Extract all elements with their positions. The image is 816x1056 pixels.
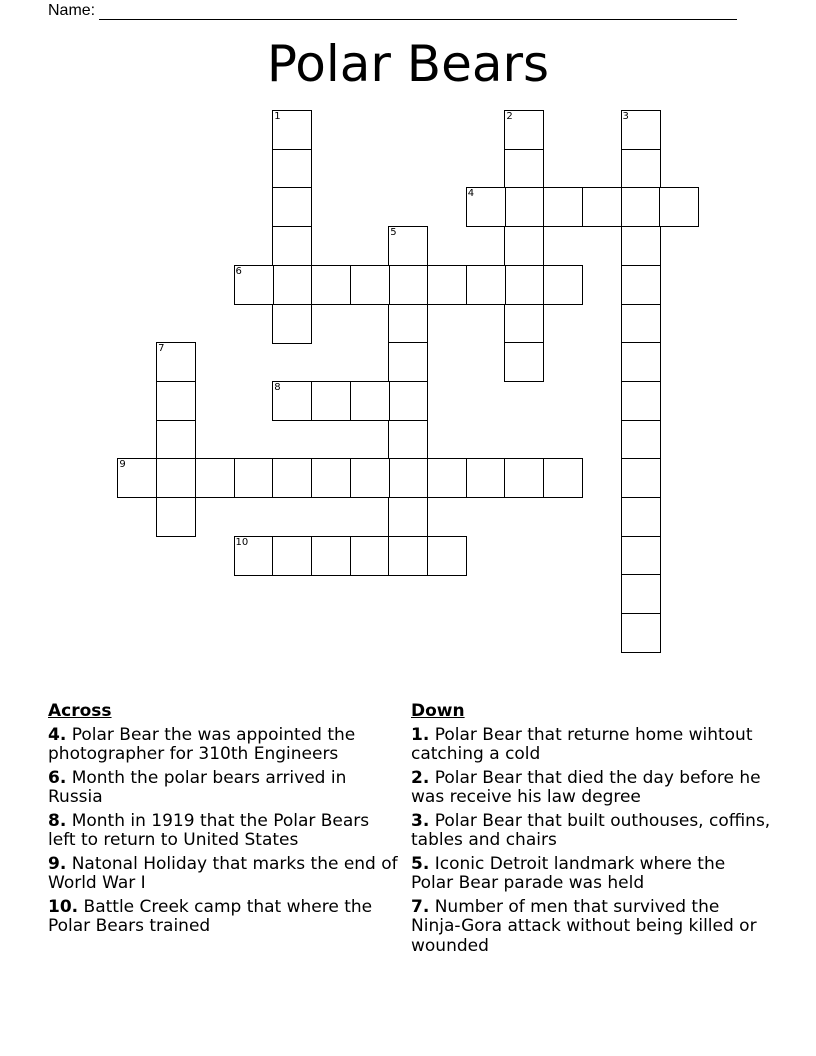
clue-down-7: 7. Number of men that survived the Ninja-Gora attack without being killed or wounded bbox=[411, 896, 757, 956]
grid-cell[interactable] bbox=[272, 149, 312, 189]
grid-cell[interactable] bbox=[234, 458, 274, 498]
grid-cell[interactable] bbox=[350, 536, 390, 576]
grid-cell[interactable] bbox=[621, 497, 661, 537]
grid-cell[interactable] bbox=[388, 420, 428, 460]
grid-cell[interactable] bbox=[388, 265, 428, 305]
grid-cell[interactable] bbox=[350, 265, 390, 305]
grid-cell[interactable] bbox=[504, 265, 544, 305]
grid-cell[interactable] bbox=[234, 265, 274, 305]
grid-cell[interactable] bbox=[466, 187, 506, 227]
grid-cell[interactable] bbox=[311, 536, 351, 576]
grid-cell[interactable] bbox=[388, 458, 428, 498]
grid-cell[interactable] bbox=[504, 110, 544, 150]
grid-cell[interactable] bbox=[117, 458, 157, 498]
grid-cell[interactable] bbox=[388, 497, 428, 537]
grid-cell[interactable] bbox=[504, 458, 544, 498]
cell-number: 1 bbox=[274, 111, 281, 122]
clue-across-8: 8. Month in 1919 that the Polar Bears left to return to United States bbox=[48, 810, 370, 850]
grid-cell[interactable] bbox=[621, 149, 661, 189]
grid-cell[interactable] bbox=[272, 381, 312, 421]
clue-across-6: 6. Month the polar bears arrived in Russia bbox=[48, 767, 347, 807]
cell-number: 5 bbox=[390, 227, 397, 239]
cell-number: 4 bbox=[467, 188, 475, 200]
grid-cell[interactable] bbox=[621, 265, 661, 305]
cell-number: 3 bbox=[622, 111, 629, 122]
cell-number: 9 bbox=[119, 459, 126, 471]
grid-cell[interactable] bbox=[350, 381, 390, 421]
grid-cell[interactable] bbox=[388, 342, 428, 382]
clue-down-5: 5. Iconic Detroit landmark where the Polar Bear parade was held bbox=[411, 853, 726, 893]
grid-cell[interactable] bbox=[272, 536, 312, 576]
grid-cell[interactable] bbox=[350, 458, 390, 498]
grid-cell[interactable] bbox=[272, 187, 312, 227]
grid-cell[interactable] bbox=[621, 187, 661, 227]
across-heading: Across bbox=[48, 701, 112, 721]
grid-cell[interactable] bbox=[388, 381, 428, 421]
grid-cell[interactable] bbox=[195, 458, 235, 498]
grid-cell[interactable] bbox=[621, 304, 661, 344]
grid-cell[interactable] bbox=[388, 226, 428, 266]
grid-cell[interactable] bbox=[156, 420, 196, 460]
grid-cell[interactable] bbox=[272, 265, 312, 305]
grid-cell[interactable] bbox=[272, 458, 312, 498]
grid-cell[interactable] bbox=[504, 187, 544, 227]
grid-cell[interactable] bbox=[156, 497, 196, 537]
down-clues bbox=[411, 702, 771, 960]
grid-cell[interactable] bbox=[427, 265, 467, 305]
grid-cell[interactable] bbox=[621, 613, 661, 653]
grid-cell[interactable] bbox=[311, 381, 351, 421]
grid-cell[interactable] bbox=[311, 458, 351, 498]
name-label: Name: bbox=[48, 2, 96, 19]
grid-cell[interactable] bbox=[621, 226, 661, 266]
grid-cell[interactable] bbox=[234, 536, 274, 576]
grid-cell[interactable] bbox=[156, 381, 196, 421]
grid-cell[interactable] bbox=[466, 265, 506, 305]
cell-number: 8 bbox=[274, 381, 281, 393]
grid-cell[interactable] bbox=[543, 187, 583, 227]
grid-cell[interactable] bbox=[659, 187, 699, 227]
cell-number: 2 bbox=[506, 111, 513, 122]
grid-cell[interactable] bbox=[504, 342, 544, 382]
clue-across-4: 4. Polar Bear the was appointed the photographer for 310th Engineers bbox=[48, 724, 356, 764]
grid-cell[interactable] bbox=[388, 536, 428, 576]
clue-down-2: 2. Polar Bear that died the day before he was receive his law degree bbox=[411, 767, 761, 807]
across-clues bbox=[48, 702, 398, 941]
clue-down-1: 1. Polar Bear that returne home wihtout catching a cold bbox=[411, 724, 753, 764]
grid-cell[interactable] bbox=[156, 458, 196, 498]
grid-cell[interactable] bbox=[504, 304, 544, 344]
clue-across-9: 9. Natonal Holiday that marks the end of World War I bbox=[48, 853, 398, 893]
grid-cell[interactable] bbox=[621, 458, 661, 498]
grid-cell[interactable] bbox=[621, 110, 661, 150]
grid-cell[interactable] bbox=[466, 458, 506, 498]
grid-cell[interactable] bbox=[427, 458, 467, 498]
clue-across-10: 10. Battle Creek camp that where the Polar Bears trained bbox=[48, 896, 373, 936]
grid-cell[interactable] bbox=[621, 420, 661, 460]
grid-cell[interactable] bbox=[582, 187, 622, 227]
cell-number: 10 bbox=[235, 536, 249, 548]
grid-cell[interactable] bbox=[543, 458, 583, 498]
grid-cell[interactable] bbox=[272, 110, 312, 150]
down-heading: Down bbox=[411, 701, 465, 721]
grid-cell[interactable] bbox=[504, 149, 544, 189]
cell-number: 7 bbox=[158, 343, 165, 355]
grid-cell[interactable] bbox=[427, 536, 467, 576]
grid-cell[interactable] bbox=[621, 536, 661, 576]
grid-cell[interactable] bbox=[621, 574, 661, 614]
grid-cell[interactable] bbox=[272, 304, 312, 344]
puzzle-title: Polar Bears bbox=[266, 35, 550, 93]
grid-cell[interactable] bbox=[272, 226, 312, 266]
cell-number: 6 bbox=[235, 265, 242, 277]
grid-cell[interactable] bbox=[621, 381, 661, 421]
grid-cell[interactable] bbox=[621, 342, 661, 382]
grid-cell[interactable] bbox=[388, 304, 428, 344]
clue-down-3: 3. Polar Bear that built outhouses, coffins, tables and chairs bbox=[411, 810, 771, 850]
grid-cell[interactable] bbox=[156, 342, 196, 382]
grid-cell[interactable] bbox=[504, 226, 544, 266]
grid-cell[interactable] bbox=[311, 265, 351, 305]
grid-cell[interactable] bbox=[543, 265, 583, 305]
